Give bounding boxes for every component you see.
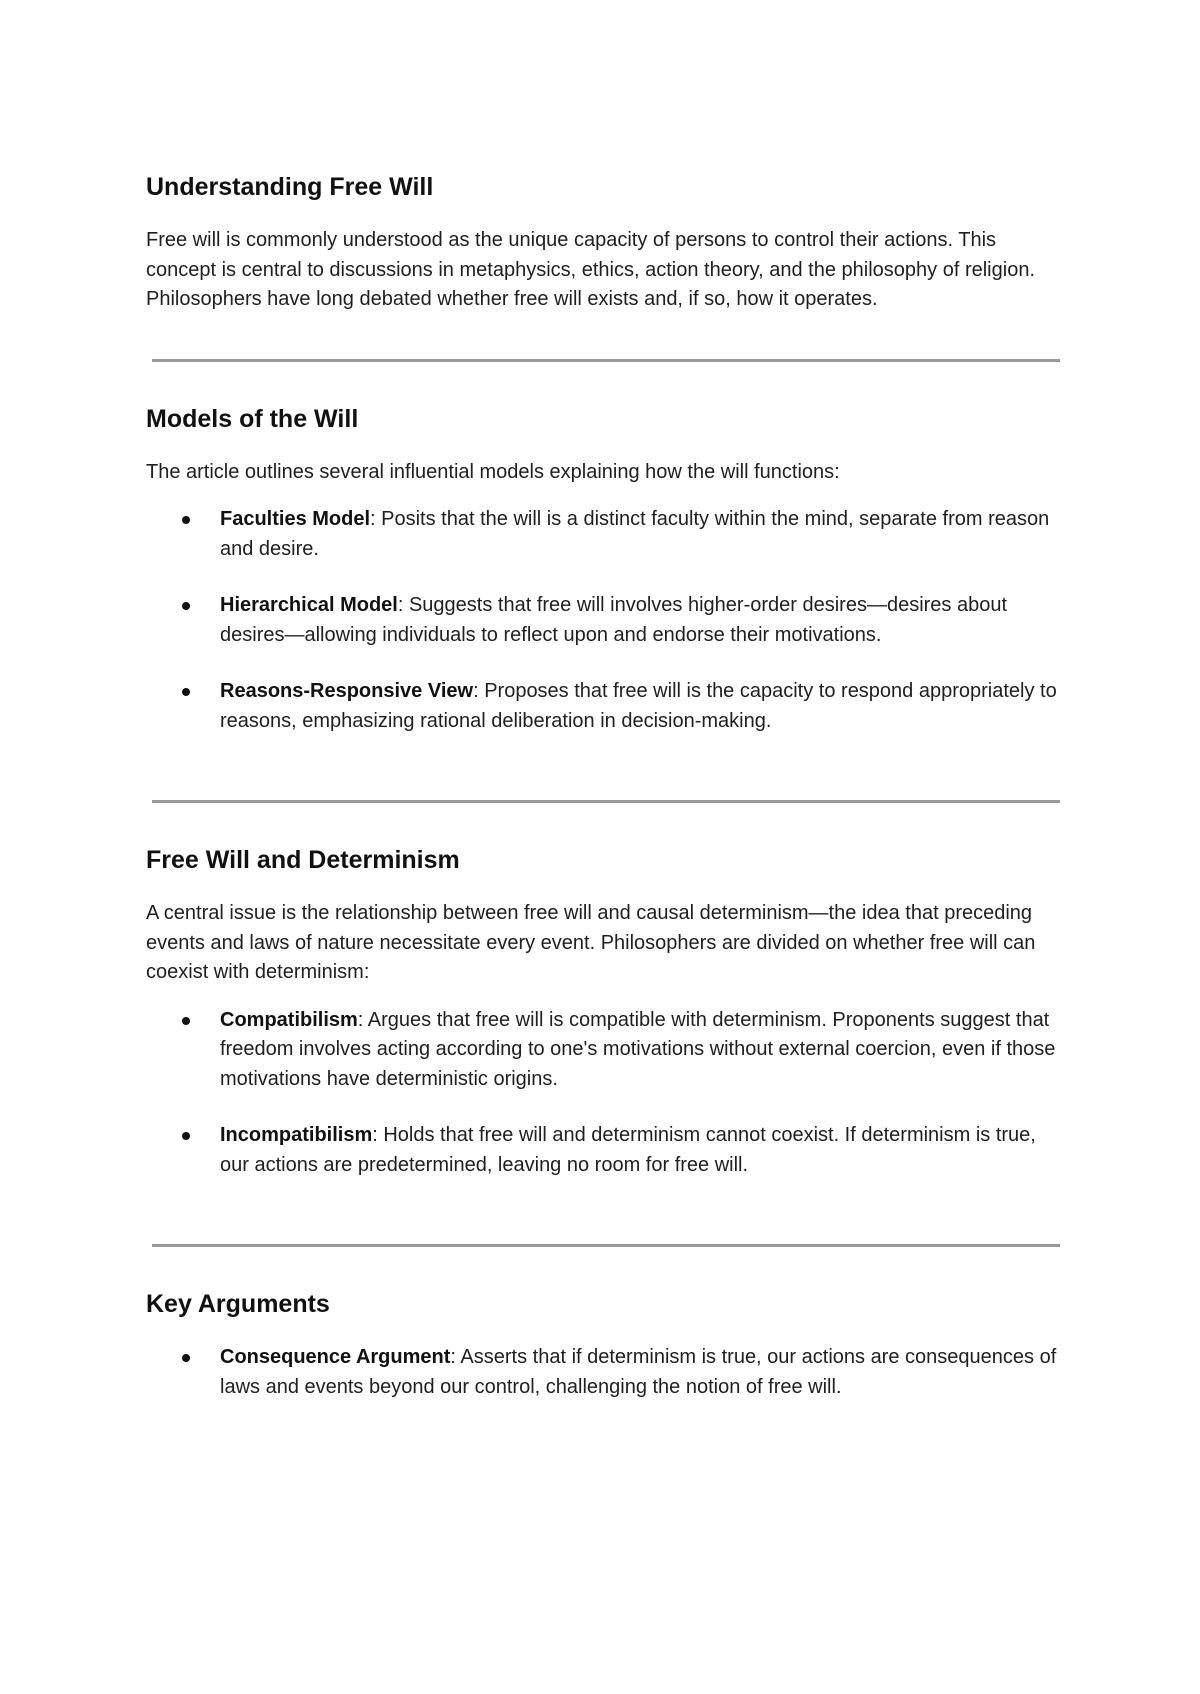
item-text: : Argues that free will is compatible with determinism. Proponents suggest that freedom involves acting according to one's motivations without external coercion, even if those motivations have deterministic origins. [220,1008,1056,1090]
section-paragraph: Free will is commonly understood as the unique capacity of persons to control their actions. This concept is central to discussions in metaphysics, ethics, action theory, and the philosophy of religion. Philosophers have long debated whether free will exists and, if so, how it operates. [146,229,1035,310]
bullet-list [146,1343,1066,1402]
section-intro: The article outlines several influential models explaining how the will functions: [146,460,840,483]
section-understanding-free-will [146,172,1066,315]
bullet-icon [182,1017,190,1025]
item-term: Reasons-Responsive View [220,680,474,702]
section-models-of-the-will [146,404,1066,737]
item-text: : Proposes that free will is the capacity to respond appropriately to reasons, emphasizing rational deliberation in decision-making. [220,680,1057,732]
list-item [146,1121,1066,1180]
bullet-icon [182,688,190,696]
item-text: : Suggests that free will involves higher-order desires—desires about desires—allowing individuals to reflect upon and endorse their motivations. [220,594,1008,646]
section-free-will-and-determinism [146,845,1066,1180]
bullet-icon [182,1354,190,1362]
item-term: Hierarchical Model [220,594,398,616]
section-intro: A central issue is the relationship between free will and causal determinism—the idea that preceding events and laws of nature necessitate every event. Philosophers are divided on whether free will can coexist with determinism: [146,902,1036,983]
bullet-list [146,1006,1066,1181]
item-term: Faculties Model [220,508,371,530]
list-item [146,677,1066,736]
bullet-icon [182,602,190,610]
list-item [146,591,1066,650]
item-text: : Holds that free will and determinism cannot coexist. If determinism is true, our actions are predetermined, leaving no room for free will. [220,1124,1036,1176]
bullet-icon [182,516,190,524]
list-item [146,1343,1066,1402]
section-heading: Models of the Will [146,404,359,433]
section-heading: Key Arguments [146,1290,330,1318]
document-page [146,172,1066,1402]
section-key-arguments [146,1289,1066,1402]
list-item [146,1006,1066,1095]
section-heading: Understanding Free Will [146,173,434,201]
item-term: Incompatibilism [220,1124,373,1146]
section-heading: Free Will and Determinism [146,846,460,874]
bullet-icon [182,1132,190,1140]
item-text: : Asserts that if determinism is true, our actions are consequences of laws and events beyond our control, challenging the notion of free will. [220,1346,1057,1398]
item-term: Consequence Argument [220,1346,451,1368]
bullet-list [146,505,1066,736]
item-term: Compatibilism [220,1008,358,1031]
item-text: : Posits that the will is a distinct faculty within the mind, separate from reason and desire. [220,508,1050,560]
list-item [146,505,1066,564]
